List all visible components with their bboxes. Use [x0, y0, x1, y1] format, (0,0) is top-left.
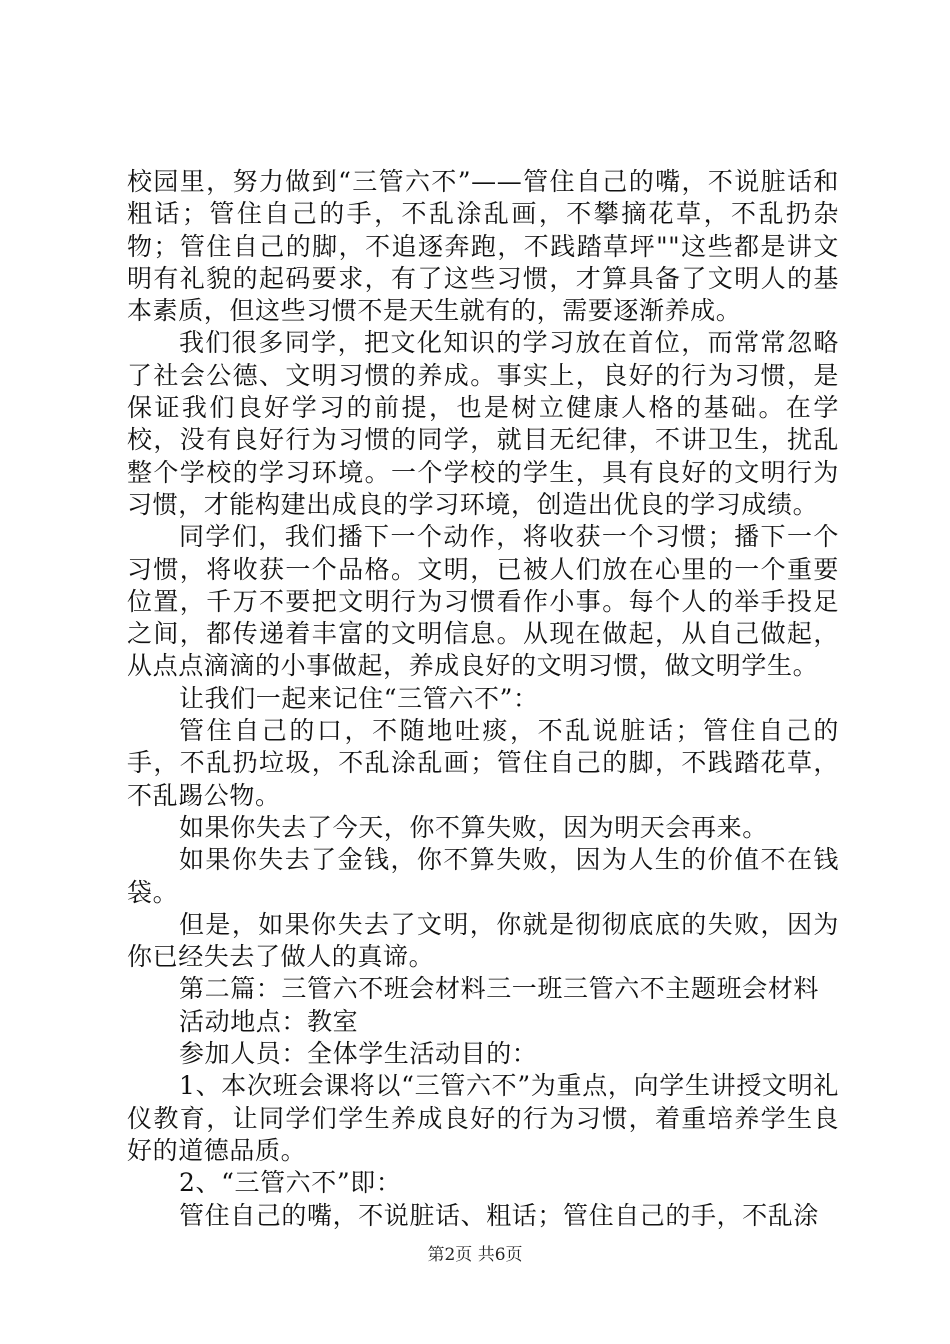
paragraph-6: 如果你失去了今天，你不算失败，因为明天会再来。: [179, 812, 768, 842]
goal-item-2: 2、“三管六不”即：: [179, 1168, 402, 1198]
section-heading: 第二篇：三管六不班会材料三一班三管六不主题班会材料: [179, 974, 820, 1004]
activity-location: 活动地点：教室: [179, 1006, 359, 1036]
paragraph-2: 我们很多同学，把文化知识的学习放在首位，而常常忽略了社会公德、文明习惯的养成。事实上，良好的行为习惯，是保证我们良好学习的前提，也是树立健康人格的基础。在学校，没有良好行为习惯的同学，就目无纪律，不讲卫生，扰乱整个学校的学习环境。一个学校的学生，具有良好的文明行为习惯，才能构建出成良的学习环境，创造出优良的学习成绩。: [127, 328, 839, 519]
document-body: [127, 166, 839, 1232]
paragraph-last: 管住自己的嘴，不说脏话、粗话；管住自己的手，不乱涂: [179, 1200, 820, 1230]
paragraph-8: 但是，如果你失去了文明，你就是彻彻底底的失败，因为你已经失去了做人的真谛。: [127, 909, 839, 972]
paragraph-3: 同学们，我们播下一个动作，将收获一个习惯；播下一个习惯，将收获一个品格。文明，已被人们放在心里的一个重要位置，千万不要把文明行为习惯看作小事。每个人的举手投足之间，都传递着丰富的文明信息。从现在做起，从自己做起，从点点滴滴的小事做起，养成良好的文明习惯，做文明学生。: [127, 522, 839, 681]
paragraph-4: 让我们一起来记住“三管六不”：: [179, 683, 539, 713]
participants: 参加人员：全体学生活动目的：: [179, 1039, 538, 1069]
goal-item-1: 1、本次班会课将以“三管六不”为重点，向学生讲授文明礼仪教育，让同学们学生养成良好的行为习惯，着重培养学生良好的道德品质。: [127, 1071, 839, 1165]
paragraph-5: 管住自己的口，不随地吐痰，不乱说脏话；管住自己的手，不乱扔垃圾，不乱涂乱画；管住自己的脚，不践踏花草，不乱踢公物。: [127, 716, 839, 810]
paragraph-7: 如果你失去了金钱，你不算失败，因为人生的价值不在钱袋。: [127, 845, 839, 907]
paragraph-1: 校园里，努力做到“三管六不”——管住自己的嘴，不说脏话和粗话；管住自己的手，不乱涂乱画，不攀摘花草，不乱扔杂物；管住自己的脚，不追逐奔跑，不践踏草坪""这些都是讲文明有礼貌的起码要求，有了这些习惯，才算具备了文明人的基本素质，但这些习惯不是天生就有的，需要逐渐养成。: [127, 167, 839, 326]
page-number-footer: 第2页 共6页: [427, 1245, 523, 1265]
